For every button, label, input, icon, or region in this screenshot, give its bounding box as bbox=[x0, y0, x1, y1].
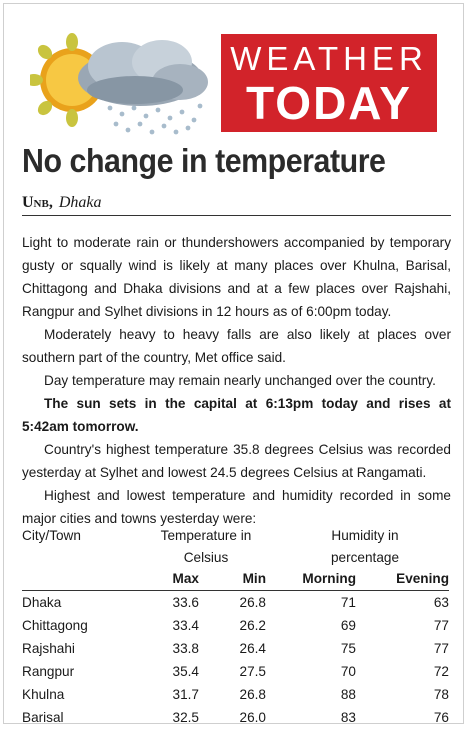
byline-source: Unb, bbox=[22, 194, 53, 211]
byline-rule bbox=[22, 215, 451, 216]
cell-max: 35.4 bbox=[172, 664, 199, 679]
cell-morning: 75 bbox=[340, 641, 356, 656]
cell-evening: 78 bbox=[433, 687, 449, 702]
cell-evening: 77 bbox=[433, 641, 449, 656]
cell-max: 33.6 bbox=[172, 595, 199, 610]
cell-morning: 70 bbox=[340, 664, 356, 679]
headline: No change in temperature bbox=[22, 142, 386, 179]
temperature-table bbox=[22, 523, 449, 729]
col-header-humidity: Humidity in percentage bbox=[330, 528, 400, 565]
cell-city: Rangpur bbox=[22, 664, 75, 679]
cell-min: 26.2 bbox=[239, 618, 266, 633]
article-body bbox=[22, 231, 451, 530]
cell-city: Dhaka bbox=[22, 595, 62, 610]
paragraph: Highest and lowest temperature and humidity recorded in some major cities and towns yesterday were: bbox=[22, 488, 451, 526]
col-max: Max bbox=[112, 567, 199, 591]
cell-min: 26.8 bbox=[239, 687, 266, 702]
cell-city: Chittagong bbox=[22, 618, 88, 633]
cell-city: Rajshahi bbox=[22, 641, 75, 656]
paragraph: Day temperature may remain nearly unchanged over the country. bbox=[44, 373, 436, 388]
col-morning: Morning bbox=[266, 567, 356, 591]
cell-morning: 88 bbox=[340, 687, 356, 702]
col-header-city: City/Town bbox=[22, 528, 81, 543]
cell-min: 26.8 bbox=[239, 595, 266, 610]
cell-evening: 72 bbox=[433, 664, 449, 679]
paragraph-highlight: The sun sets in the capital at 6:13pm today and rises at 5:42am tomorrow. bbox=[22, 396, 451, 434]
cell-evening: 77 bbox=[433, 618, 449, 633]
cell-min: 26.4 bbox=[239, 641, 266, 656]
sun-cloud-rain-icon bbox=[30, 28, 220, 138]
cell-city: Khulna bbox=[22, 687, 65, 702]
table-subheader-row bbox=[22, 567, 449, 591]
cell-evening: 63 bbox=[433, 595, 449, 610]
col-min: Min bbox=[199, 567, 266, 591]
table-row bbox=[22, 706, 449, 729]
table-row bbox=[22, 637, 449, 660]
cell-morning: 71 bbox=[340, 595, 356, 610]
banner-line1: WEATHER bbox=[230, 40, 428, 77]
col-header-temperature: Temperature in Celsius bbox=[160, 528, 252, 565]
cell-evening: 76 bbox=[433, 710, 449, 725]
col-evening: Evening bbox=[356, 567, 449, 591]
cell-min: 27.5 bbox=[239, 664, 266, 679]
table-row bbox=[22, 591, 449, 615]
cell-max: 32.5 bbox=[172, 710, 199, 725]
cell-morning: 83 bbox=[340, 710, 356, 725]
table-row bbox=[22, 614, 449, 637]
paragraph: Country's highest temperature 35.8 degrees Celsius was recorded yesterday at Sylhet and lowest 24.5 degrees Celsius at Rangamati. bbox=[22, 442, 451, 480]
byline-city: Dhaka bbox=[58, 194, 102, 211]
table-row bbox=[22, 683, 449, 706]
cell-city: Barisal bbox=[22, 710, 64, 725]
paragraph: Light to moderate rain or thundershowers accompanied by temporary gusty or squally wind is likely at many places over Khulna, Barisal, Chittagong and Dhaka divisions and at a few places over Rajshahi, Rangpur and Sylhet divisions in 12 hours as of 6:00pm today. bbox=[22, 235, 451, 319]
paragraph: Moderately heavy to heavy falls are also likely at places over southern part of the country, Met office said. bbox=[22, 327, 451, 365]
weather-today-banner bbox=[221, 34, 437, 132]
table-row bbox=[22, 660, 449, 683]
cell-max: 33.8 bbox=[172, 641, 199, 656]
cell-min: 26.0 bbox=[239, 710, 266, 725]
byline bbox=[22, 194, 102, 212]
banner-line2: TODAY bbox=[246, 77, 412, 129]
cell-max: 33.4 bbox=[172, 618, 199, 633]
cell-morning: 69 bbox=[340, 618, 356, 633]
cell-max: 31.7 bbox=[172, 687, 199, 702]
